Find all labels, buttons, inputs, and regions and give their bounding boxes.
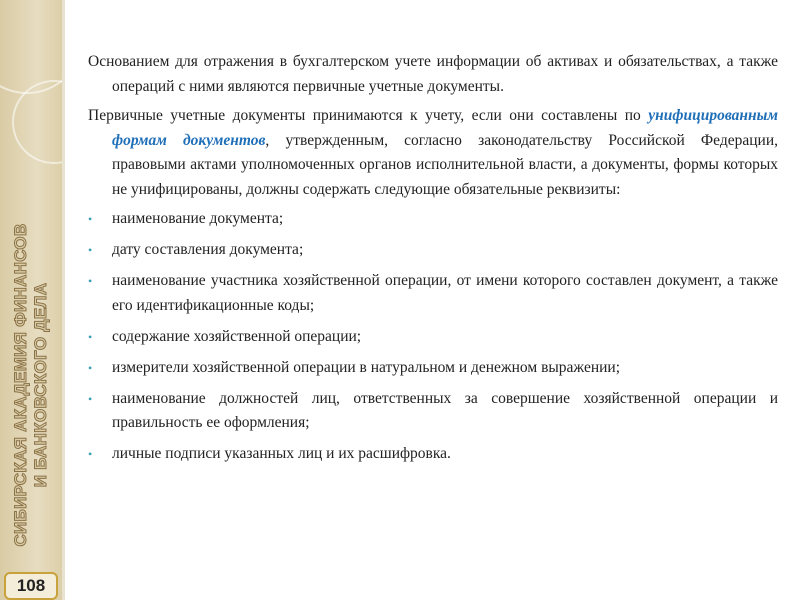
list-item [88,387,778,436]
list-item [88,325,778,350]
sidebar-edge [62,0,65,600]
organization-name [11,223,51,546]
list-item-text: содержание хозяйственной операции; [112,327,362,345]
decor-circle-icon [12,80,96,164]
paragraph-2-end: , утвержденным, согласно законодательству Российской Федерации, правовыми актами уполномоченных органов исполнительной власти, а документы, формы которых не унифицированы, должны содержать следующие обязательные реквизиты: [112,131,778,198]
bullet-icon: • [88,274,93,288]
list-item-text: наименование документа; [112,210,284,227]
list-item-text: наименование должностей лиц, ответственных за совершение хозяйственной операции и правильность ее оформления; [112,389,778,431]
list-item [88,442,778,467]
slide-content [88,50,778,473]
page-number: 108 [4,572,58,600]
list-item-text: наименование участника хозяйственной операции, от имени которого составлен документ, а также его идентификационные коды; [112,272,778,314]
bullet-icon: • [88,212,93,226]
list-item [88,207,778,232]
list-item [88,269,778,318]
bullet-icon: • [88,329,93,344]
paragraph-2 [88,104,778,202]
decor-circle-icon [0,0,84,94]
paragraph-1: Основанием для отражения в бухгалтерском учете информации об активах и обязательствах, а также операций с ними являются первичные учетные документы. [88,53,778,95]
list-item [88,238,778,263]
organization-line-1: СИБИРСКАЯ АКАДЕМИЯ ФИНАНСОВ [11,223,30,547]
unified-forms-link[interactable]: унифицированным формам документов [112,107,778,149]
requisites-list [88,207,778,467]
bullet-icon: • [88,360,93,375]
paragraph-2-start: Первичные учетные документы принимаются к учету, если они составлены по [88,107,649,124]
bullet-icon: • [88,447,93,461]
list-item [88,356,778,381]
bullet-icon: • [88,391,93,406]
list-item-text: дату составления документа; [112,241,304,258]
list-item-text: личные подписи указанных лиц и их расшифровка. [112,445,451,462]
sidebar [0,0,63,600]
bullet-icon: • [88,243,93,257]
organization-line-2: И БАНКОВСКОГО ДЕЛА [31,282,50,488]
list-item-text: измерители хозяйственной операции в натуральном и денежном выражении; [112,358,621,376]
